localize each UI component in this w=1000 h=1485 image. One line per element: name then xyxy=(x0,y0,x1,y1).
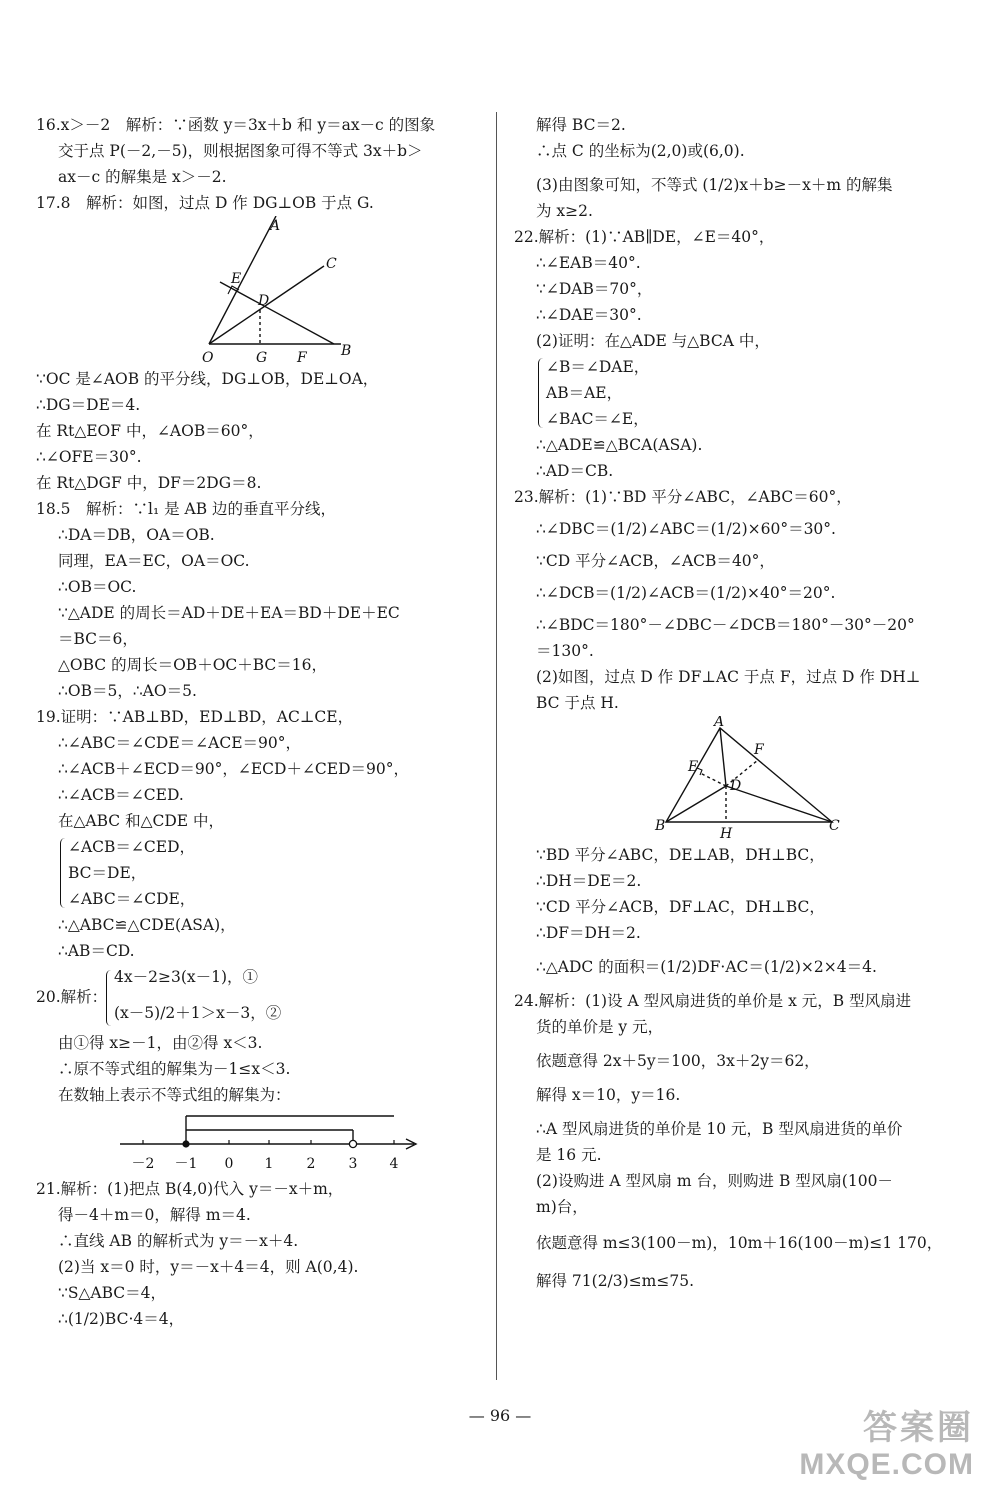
q23-line10: ∴DH＝DE＝2. xyxy=(536,872,642,890)
fig17-label-A: A xyxy=(270,218,281,234)
q20-line3: 在数轴上表示不等式组的解集为： xyxy=(58,1086,291,1104)
q23-line5: ∴∠BDC＝180°－∠DBC－∠DCB＝180°－30°－20° xyxy=(536,616,915,634)
fig17-label-D: D xyxy=(258,293,270,309)
q24-line6: 是 16 元. xyxy=(536,1146,602,1164)
watermark-line1: 答案圈 xyxy=(863,1409,974,1447)
q19-line3: ∴∠ACB＋∠ECD＝90°，∠ECD＋∠CED＝90°， xyxy=(58,760,410,778)
watermark xyxy=(799,1408,974,1482)
fig23-label-A: A xyxy=(714,716,725,730)
q17-line1: 17.8 解析：如图，过点 D 作 DG⊥OB 于点 G. xyxy=(36,194,374,212)
q23-line13: ∴△ADC 的面积＝(1/2)DF·AC＝(1/2)×2×4＝4. xyxy=(536,958,877,976)
q17-line2: ∵OC 是∠AOB 的平分线，DG⊥OB，DE⊥OA， xyxy=(36,370,379,388)
fig23-label-H: H xyxy=(720,826,733,842)
q19-cond1: ∠ACB＝∠CED， xyxy=(68,838,196,856)
q21-line4: (2)当 x＝0 时，y＝－x＋4＝4，则 A(0,4). xyxy=(58,1258,359,1276)
figure-q17 xyxy=(36,216,484,366)
tick-label-0: 0 xyxy=(224,1156,234,1172)
q19-line10: ∴AB＝CD. xyxy=(58,942,135,960)
tick-label-neg2: －2 xyxy=(131,1156,155,1172)
q16-line1: 16.x＞－2 解析：∵函数 y＝3x＋b 和 y＝ax－c 的图象 xyxy=(36,116,436,134)
q22-cond3: ∠BAC＝∠E， xyxy=(546,410,649,428)
number-line xyxy=(36,1108,484,1176)
q18-line1: 18.5 解析：∵l₁ 是 AB 边的垂直平分线， xyxy=(36,500,337,518)
q20-ineq1: 4x－2≥3(x－1)，① xyxy=(114,968,259,986)
q23-line12: ∴DF＝DH＝2. xyxy=(536,924,641,942)
q21-line3: ∴直线 AB 的解析式为 y＝－x＋4. xyxy=(58,1232,299,1250)
q23-line11: ∵CD 平分∠ACB，DF⊥AC，DH⊥BC， xyxy=(536,898,825,916)
q21-line1: 21.解析：(1)把点 B(4,0)代入 y＝－x＋m， xyxy=(36,1180,344,1198)
q24-line3: 依题意得 2x＋5y＝100，3x＋2y＝62， xyxy=(536,1052,820,1070)
q20-ineq2: (x－5)/2＋1＞x－3，② xyxy=(114,1004,282,1022)
q24-line10: 解得 71(2/3)≤m≤75. xyxy=(536,1272,695,1290)
q20-line2: ∴原不等式组的解集为－1≤x＜3. xyxy=(58,1060,291,1078)
tick-label-neg1: －1 xyxy=(174,1156,198,1172)
q23-line1: 23.解析：(1)∵BD 平分∠ABC，∠ABC＝60°， xyxy=(514,488,852,506)
tick-label-2: 2 xyxy=(306,1156,316,1172)
q24-line2: 货的单价是 y 元， xyxy=(536,1018,664,1036)
q24-line8: m)台， xyxy=(536,1198,588,1216)
page-number: — 96 — xyxy=(468,1406,532,1425)
q23-line9: ∵BD 平分∠ABC，DE⊥AB，DH⊥BC， xyxy=(536,846,825,864)
q22-line1: 22.解析：(1)∵AB∥DE，∠E＝40°， xyxy=(514,228,775,246)
q17-line4: 在 Rt△EOF 中，∠AOB＝60°， xyxy=(36,422,264,440)
q19-cond2: BC＝DE， xyxy=(68,864,147,882)
figure-q23 xyxy=(514,716,964,842)
q21-cont-line2: ∴点 C 的坐标为(2,0)或(6,0). xyxy=(536,142,745,160)
q21-line6: ∴(1/2)BC·4＝4， xyxy=(58,1310,185,1328)
q22-line10: ∴AD＝CB. xyxy=(536,462,614,480)
q22-line5: (2)证明：在△ADE 与△BCA 中， xyxy=(536,332,770,350)
q23-line7: (2)如图，过点 D 作 DF⊥AC 于点 F，过点 D 作 DH⊥ xyxy=(536,668,921,686)
fig17-label-E: E xyxy=(231,271,242,287)
q19-cond3: ∠ABC＝∠CDE， xyxy=(68,890,196,908)
fig17-label-F: F xyxy=(297,350,307,366)
watermark-line2: MXQE.COM xyxy=(799,1448,974,1481)
q20-system xyxy=(36,964,484,1030)
fig23-label-E: E xyxy=(688,759,699,775)
column-divider xyxy=(496,112,497,1380)
q22-line9: ∴△ADE≌△BCA(ASA). xyxy=(536,436,703,454)
q21-line5: ∵S△ABC＝4， xyxy=(58,1284,166,1302)
q24-line9: 依题意得 m≤3(100－m)，10m＋16(100－m)≤1 170， xyxy=(536,1234,943,1252)
q19-line2: ∴∠ABC＝∠CDE＝∠ACE＝90°， xyxy=(58,734,301,752)
q23-line6: ＝130°. xyxy=(536,642,594,660)
q18-line6: ＝BC＝6， xyxy=(58,630,138,648)
q16-line2: 交于点 P(－2,－5)，则根据图象可得不等式 3x＋b＞ xyxy=(58,142,423,160)
q19-line4: ∴∠ACB＝∠CED. xyxy=(58,786,184,804)
tick-label-4: 4 xyxy=(389,1156,399,1172)
fig23-label-D: D xyxy=(730,778,742,794)
q22-brace-group xyxy=(514,354,964,432)
q21-line2: 得－4＋m＝0，解得 m＝4. xyxy=(58,1206,251,1224)
q22-line4: ∴∠DAE＝30°. xyxy=(536,306,642,324)
q22-line3: ∵∠DAB＝70°， xyxy=(536,280,653,298)
q18-line2: ∴DA＝DB，OA＝OB. xyxy=(58,526,215,544)
fig17-label-G: G xyxy=(256,350,268,366)
tick-label-1: 1 xyxy=(264,1156,274,1172)
q17-line3: ∴DG＝DE＝4. xyxy=(36,396,141,414)
q24-line7: (2)设购进 A 型风扇 m 台，则购进 B 型风扇(100－ xyxy=(536,1172,893,1190)
q17-line6: 在 Rt△DGF 中，DF＝2DG＝8. xyxy=(36,474,262,492)
fig17-label-C: C xyxy=(326,256,337,272)
q18-line8: ∴OB＝5，∴AO＝5. xyxy=(58,682,197,700)
q19-line9: ∴△ABC≌△CDE(ASA)， xyxy=(58,916,236,934)
q21-cont-line3: (3)由图象可知，不等式 (1/2)x＋b≥－x＋m 的解集 xyxy=(536,176,893,194)
q20-line1: 由①得 x≥－1，由②得 x＜3. xyxy=(58,1034,263,1052)
q17-line5: ∴∠OFE＝30°. xyxy=(36,448,142,466)
q24-line5: ∴A 型风扇进货的单价是 10 元，B 型风扇进货的单价 xyxy=(536,1120,903,1138)
q23-line2: ∴∠DBC＝(1/2)∠ABC＝(1/2)×60°＝30°. xyxy=(536,520,836,538)
q18-line7: △OBC 的周长＝OB＋OC＋BC＝16， xyxy=(58,656,328,674)
q18-line3: 同理，EA＝EC，OA＝OC. xyxy=(58,552,250,570)
q19-line5: 在△ABC 和△CDE 中， xyxy=(58,812,225,830)
fig23-label-F: F xyxy=(754,742,764,758)
q23-line3: ∵CD 平分∠ACB，∠ACB＝40°， xyxy=(536,552,775,570)
fig17-label-O: O xyxy=(202,350,214,366)
left-column xyxy=(36,112,484,1332)
fig23-label-B: B xyxy=(655,818,666,834)
q22-cond1: ∠B＝∠DAE， xyxy=(546,358,650,376)
q21-cont-line4: 为 x≥2. xyxy=(536,202,593,220)
tick-label-3: 3 xyxy=(348,1156,358,1172)
q19-line1: 19.证明：∵AB⊥BD，ED⊥BD，AC⊥CE， xyxy=(36,708,354,726)
q22-cond2: AB＝AE， xyxy=(546,384,623,402)
q24-line4: 解得 x＝10，y＝16. xyxy=(536,1086,681,1104)
q23-line8: BC 于点 H. xyxy=(536,694,619,712)
q18-line5: ∵△ADE 的周长＝AD＋DE＋EA＝BD＋DE＋EC xyxy=(58,604,400,622)
q21-cont-line1: 解得 BC＝2. xyxy=(536,116,626,134)
fig23-label-C: C xyxy=(829,818,840,834)
q16-line3: ax－c 的解集是 x＞－2. xyxy=(58,168,227,186)
q18-line4: ∴OB＝OC. xyxy=(58,578,137,596)
q22-line2: ∴∠EAB＝40°. xyxy=(536,254,641,272)
q20-label: 20.解析： xyxy=(36,988,108,1006)
q24-line1: 24.解析：(1)设 A 型风扇进货的单价是 x 元，B 型风扇进 xyxy=(514,992,912,1010)
fig17-label-B: B xyxy=(341,343,352,359)
right-column xyxy=(514,112,964,1294)
q19-brace-group xyxy=(36,834,484,912)
q23-line4: ∴∠DCB＝(1/2)∠ACB＝(1/2)×40°＝20°. xyxy=(536,584,836,602)
